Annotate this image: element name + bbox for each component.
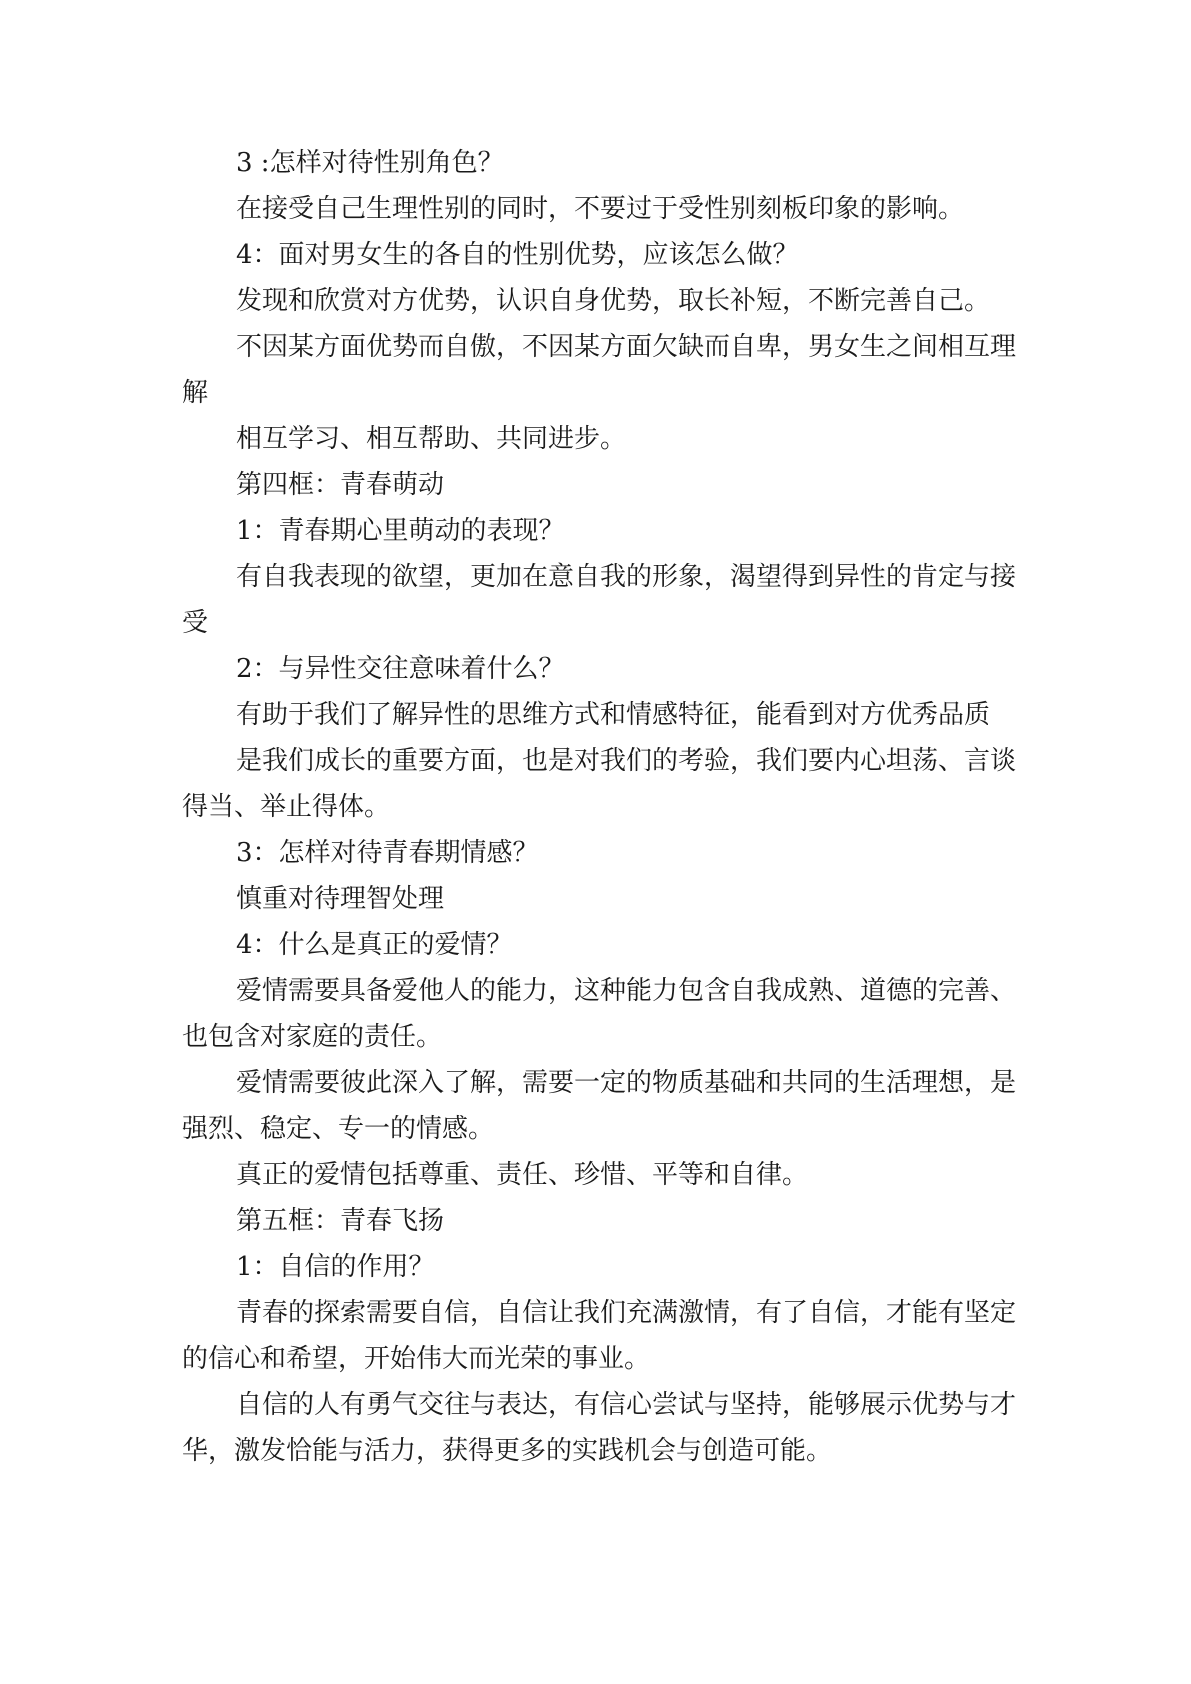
paragraph: 爱情需要彼此深入了解，需要一定的物质基础和共同的生活理想，是强烈、稳定、专一的情感。 bbox=[182, 1068, 1017, 1144]
section-heading: 第五框：青春飞扬 bbox=[236, 1206, 445, 1236]
paragraph: 相互学习、相互帮助、共同进步。 bbox=[236, 424, 627, 454]
paragraph: 发现和欣赏对方优势，认识自身优势，取长补短，不断完善自己。 bbox=[236, 286, 991, 316]
paragraph: 自信的人有勇气交往与表达，有信心尝试与坚持，能够展示优势与才华，激发恰能与活力，获得更多的实践机会与创造可能。 bbox=[182, 1390, 1017, 1466]
question: 4：什么是真正的爱情？ bbox=[236, 930, 513, 960]
paragraph: 有助于我们了解异性的思维方式和情感特征，能看到对方优秀品质 bbox=[236, 700, 991, 730]
question: 1：自信的作用？ bbox=[236, 1252, 435, 1282]
document-body bbox=[182, 140, 1030, 1474]
paragraph: 有自我表现的欲望，更加在意自我的形象，渴望得到异性的肯定与接受 bbox=[182, 562, 1017, 638]
question: 2：与异性交往意味着什么？ bbox=[236, 654, 565, 684]
paragraph: 青春的探索需要自信，自信让我们充满激情，有了自信，才能有坚定的信心和希望，开始伟大而光荣的事业。 bbox=[182, 1298, 1017, 1374]
paragraph: 不因某方面优势而自傲，不因某方面欠缺而自卑，男女生之间相互理解 bbox=[182, 332, 1017, 408]
paragraph: 3 :怎样对待性别角色？ bbox=[236, 148, 504, 178]
question: 1：青春期心里萌动的表现？ bbox=[236, 516, 565, 546]
paragraph: 是我们成长的重要方面，也是对我们的考验，我们要内心坦荡、言谈得当、举止得体。 bbox=[182, 746, 1017, 822]
paragraph: 慎重对待理智处理 bbox=[236, 884, 445, 914]
paragraph: 爱情需要具备爱他人的能力，这种能力包含自我成熟、道德的完善、也包含对家庭的责任。 bbox=[182, 976, 1017, 1052]
question: 3：怎样对待青春期情感？ bbox=[236, 838, 539, 868]
paragraph: 真正的爱情包括尊重、责任、珍惜、平等和自律。 bbox=[236, 1160, 809, 1190]
paragraph: 在接受自己生理性别的同时，不要过于受性别刻板印象的影响。 bbox=[236, 194, 965, 224]
paragraph: 4：面对男女生的各自的性别优势，应该怎么做？ bbox=[236, 240, 799, 270]
section-heading: 第四框：青春萌动 bbox=[236, 470, 445, 500]
